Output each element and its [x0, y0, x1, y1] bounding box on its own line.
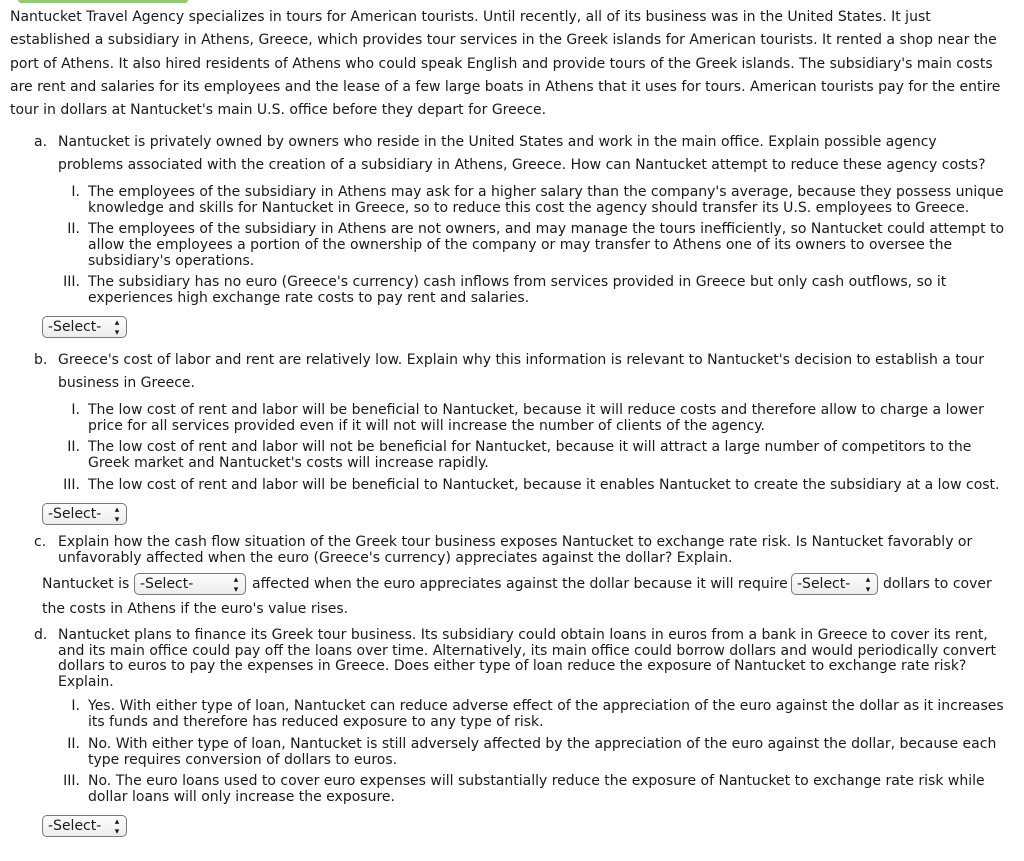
updown-arrows-icon: ▴ ▾	[114, 505, 120, 525]
option-d-1: I. Yes. With either type of loan, Nantucket can reduce adverse effect of the appreciation of the euro against the dollar as it increases its funds and therefore has reduced exposure to any type of risk.	[71, 698, 1004, 730]
question-a-line2: problems associated with the creation of a subsidiary in Athens, Greece. How can Nantucket attempt to reduce these agency costs?	[58, 157, 986, 173]
question-letter: a.	[34, 134, 48, 150]
question-a	[34, 131, 1009, 177]
option-d-3: III. No. The euro loans used to cover euro expenses will substantially reduce the exposure of Nantucket to exchange rate risk while dollar loans will only increase the exposure.	[63, 773, 985, 805]
option-b-2: II. The low cost of rent and labor will not be beneficial for Nantucket, because it will attract a large number of competitors to the Greek market and Nantucket's costs will increase rapidly.	[67, 439, 972, 471]
option-a-3: III. The subsidiary has no euro (Greece's currency) cash inflows from services provided in Greece but only cash outflows, so it experiences high exchange rate costs to pay rent and salaries.	[63, 274, 947, 306]
question-c-sentence-part1: Nantucket is	[42, 576, 130, 592]
option-b-3: III. The low cost of rent and labor will be beneficial to Nantucket, because it enables Nantucket to create the subsidiary at a low cost.	[63, 477, 1000, 493]
select-a-dropdown[interactable]: -Select- ▴ ▾	[42, 316, 127, 338]
updown-arrows-icon: ▴ ▾	[865, 575, 871, 595]
question-b-text	[58, 349, 1009, 395]
updown-arrows-icon: ▴ ▾	[233, 575, 239, 595]
question-c-sentence-part4: the costs in Athens if the euro's value rises.	[42, 601, 349, 617]
question-c-sentence-part2: affected when the euro appreciates against the dollar because it will require	[252, 576, 788, 592]
question-d-text: Nantucket plans to finance its Greek tour business. Its subsidiary could obtain loans in euros from a bank in Greece to cover its rent, and its main office could pay off the loans over time. Alternatively, its main office could borrow dollars and would periodically convert dollars to euros to pay the expenses in Greece. Does either type of loan reduce the exposure of Nantucket to exchange rate risk? Explain.	[58, 627, 997, 690]
question-letter: b.	[34, 352, 48, 368]
question-c-text: Explain how the cash flow situation of the Greek tour business exposes Nantucket to exchange rate risk. Is Nantucket favorably or unfavorably affected when the euro (Greece's currency) appreciates against the dollar? Explain.	[58, 534, 973, 566]
question-c-sentence-part3: dollars to cover	[883, 576, 992, 592]
question-letter: c.	[34, 534, 47, 550]
question-a-line1: Nantucket is privately owned by owners who reside in the United States and work in the main office. Explain possible agency	[58, 134, 937, 150]
updown-arrows-icon: ▴ ▾	[114, 817, 120, 837]
updown-arrows-icon: ▴ ▾	[114, 318, 120, 338]
question-b-line2: business in Greece.	[58, 375, 195, 391]
question-a-text	[58, 131, 1009, 177]
question-b	[34, 349, 1009, 395]
question-d	[34, 628, 1009, 690]
intro-paragraph: Nantucket Travel Agency specializes in tours for American tourists. Until recently, all of its business was in the United States. It just established a subsidiary in Athens, Greece, which provides tour services in the Greek islands for American tourists. It rented a shop near the port of Athens. It also hired residents of Athens who could speak English and provide tours of the Greek islands. The subsidiary's main costs are rent and salaries for its employees and the lease of a few large boats in Athens that it uses for tours. American tourists pay for the entire tour in dollars at Nantucket's main U.S. office before they depart for Greece.	[10, 9, 1001, 119]
select-b-dropdown[interactable]: -Select- ▴ ▾	[42, 503, 127, 525]
question-letter: d.	[34, 627, 48, 643]
question-b-line1: Greece's cost of labor and rent are relatively low. Explain why this information is relevant to Nantucket's decision to establish a tour	[58, 352, 985, 368]
option-b-1: I. The low cost of rent and labor will be beneficial to Nantucket, because it will reduce costs and therefore allow to charge a lower price for all services provided even if it will not will increase the number of clients of the agency.	[71, 402, 984, 434]
select-c-dollars-dropdown[interactable]: -Select- ▴ ▾	[791, 573, 878, 595]
select-d-dropdown[interactable]: -Select- ▴ ▾	[42, 815, 127, 837]
option-d-2: II. No. With either type of loan, Nantucket is still adversely affected by the appreciation of the euro against the dollar, because each type requires conversion of dollars to euros.	[67, 736, 997, 768]
option-a-2: II. The employees of the subsidiary in Athens are not owners, and may manage the tours inefficiently, so Nantucket could attempt to allow the employees a portion of the ownership of the company or may transfer to Athens one of its owners to oversee the subsidiary's operations.	[67, 221, 1005, 269]
top-accent-bar	[18, 0, 188, 3]
select-c-affected-dropdown[interactable]: -Select- ▴ ▾	[134, 573, 246, 595]
question-c	[34, 534, 1009, 566]
option-a-1: I. The employees of the subsidiary in Athens may ask for a higher salary than the company's average, because they possess unique knowledge and skills for Nantucket in Greece, so to reduce this cost the agency should transfer its U.S. employees to Greece.	[71, 184, 1004, 216]
